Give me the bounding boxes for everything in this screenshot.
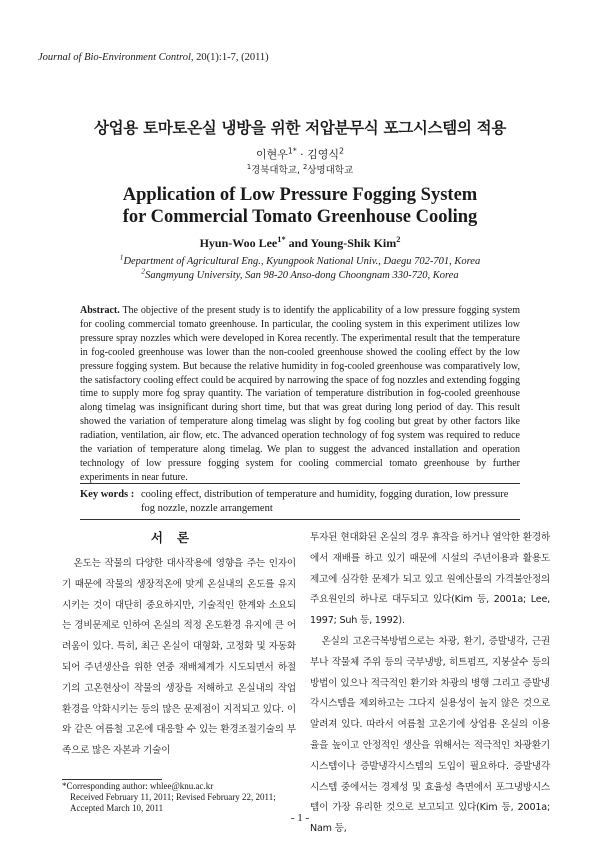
english-affil-line-1 xyxy=(0,252,600,269)
korean-author-separator: · xyxy=(296,148,308,161)
page-number: - 1 - xyxy=(290,812,310,824)
corresponding-author: *Corresponding author: whlee@knu.ac.kr xyxy=(62,781,214,791)
english-author-1-sup: 1* xyxy=(277,235,286,244)
keywords xyxy=(80,488,520,516)
abstract-text: The objective of the present study is to identify the applicability of a low pressure fogging system for cooling commercial tomato greenhouse. In particular, the cooling system in this experiment utilizes low pressure spray nozzles which were developed in Korea recently. The experimental result that the temperature in fog-cooled greenhouse was lower than the non-cooled greenhouse showed the cooling effect by the low pressure fogging system. But because the relative humidity in fog-cooled greenhouse was comparatively low, the satisfactory cooling effect could be acquired by narrowing the space of fog nozzles and extending fogging time to supply more fog spray quantity. The variation of temperature distribution in fog-cooled greenhouse along timelag was insignificant during short time, but that was great during long period of day. This result showed the variation of temperature along timelag was slight by fog cooling but great by other factors like radiation, ventilation, air flow, etc. The advanced operation technology of fog system was required to reduce the variation of temperature along timelag. We plan to suggest the advanced installation and operation technology of low pressure fogging system for cooling commercial tomato greenhouse by further experiments in near future. xyxy=(80,305,520,483)
journal-name: Journal of Bio-Environment Control, xyxy=(38,52,194,63)
footnote-rule xyxy=(62,779,162,780)
korean-author-1: 이현우 xyxy=(256,148,288,161)
english-affiliations xyxy=(0,252,600,283)
korean-title: 상업용 토마토온실 냉방을 위한 저압분무식 포그시스템의 적용 xyxy=(93,119,507,137)
english-authors xyxy=(0,236,600,251)
intro-paragraph-1-continued: 투자된 현대화된 온실의 경우 휴작을 하거나 열악한 환경하에서 재배를 하고 있기 때문에 시설의 주년이용과 활용도 제고에 심각한 문제가 되고 있고 원예산물의 가격불안정의 주요원인의 하나로 대두되고 있다(Kim 등, 2001a; Lee, 1997; Suh 등, 1992). xyxy=(310,532,550,627)
korean-author-2-sup: 2 xyxy=(339,146,344,156)
korean-affiliations xyxy=(0,162,600,176)
english-author-2-sup: 2 xyxy=(396,235,401,244)
english-affil-2: Sangmyung University, San 98-20 Anso-dong Choongnam 330-720, Korea xyxy=(145,270,459,281)
korean-affil-2-sup: 2 xyxy=(303,162,308,171)
keywords-label: Key words : xyxy=(80,489,135,500)
abstract xyxy=(80,304,520,485)
journal-volume: 20(1):1-7, (2011) xyxy=(196,52,269,63)
journal-citation xyxy=(38,52,269,63)
english-affil-2-sup: 2 xyxy=(141,266,146,276)
intro-paragraph-2: 온실의 고온극복방법으로는 차광, 환기, 증발냉각, 근권부나 작물체 주위 등의 국부냉방, 히트펌프, 지붕살수 등의 방법이 있으나 적극적인 환기와 차광의 병행 그리고 증발냉각시스템을 제외하고는 그다지 실용성이 높지 않은 것으로 알려져 있다. 따라서 여름철 고온기에 상업용 온실의 이용율을 높이고 안정적인 생산을 위해서는 적극적인 차광환기시스템이나 증발냉각시스템의 도입이 필요하다. 증발냉각시스템 중에서는 경제성 및 효율성 측면에서 포그냉방시스템이 가장 유리한 것으로 보고되고 있다(Kim 등, 2001a; Nam 등, xyxy=(310,635,550,835)
korean-affil-1: 경북대학교, xyxy=(251,165,304,176)
korean-affil-1-sup: 1 xyxy=(246,162,252,171)
english-title xyxy=(0,184,600,228)
body-column-right xyxy=(310,528,550,840)
section-heading-introduction: 서론 xyxy=(150,530,204,545)
korean-author-1-sup: 1* xyxy=(287,146,297,156)
footnote xyxy=(62,781,302,814)
english-affil-1: Department of Agricultural Eng., Kyungpook National Univ., Daegu 702-701, Korea xyxy=(123,256,481,267)
english-affil-1-sup: 1 xyxy=(119,252,124,262)
english-title-line-1: Application of Low Pressure Fogging System xyxy=(122,185,478,205)
intro-paragraph-1: 온도는 작물의 다양한 대사작용에 영향을 주는 인자이기 때문에 작물의 생장적온에 맞게 온실내의 온도를 유지시키는 것이 대단히 중요하지만, 기술적인 한계와 소요되는 경비문제로 인하여 온실의 적정 온도환경 유지에 큰 어려움이 있다. 특히, 최근 온실이 대형화, 고정화 및 자동화되어 주년생산을 위한 연중 재배체계가 시도되면서 하절기의 고온현상이 작물의 생장을 저해하고 온실내의 작업환경을 악화시키는 등의 많은 문제점이 지적되고 있다. 이와 같은 여름철 고온에 대응할 수 있는 환경조절기술의 부족으로 많은 자본과 기술이 xyxy=(62,558,296,757)
english-author-2: Young-Shik Kim xyxy=(310,236,397,250)
keywords-bottom-rule xyxy=(80,519,520,520)
korean-authors xyxy=(0,146,600,162)
english-author-and: and xyxy=(285,236,311,250)
body-column-left xyxy=(62,554,296,762)
keywords-text: cooling effect, distribution of temperature and humidity, fogging duration, low pressure fog nozzle, nozzle arrangement xyxy=(141,489,509,514)
received-dates: Received February 11, 2011; Revised February 22, 2011; xyxy=(70,792,276,802)
korean-author-2: 김영식 xyxy=(307,148,340,161)
english-author-1: Hyun-Woo Lee xyxy=(199,236,278,250)
keywords-top-rule xyxy=(80,483,520,484)
korean-affil-2: 상명대학교 xyxy=(307,165,354,176)
english-title-line-2: for Commercial Tomato Greenhouse Cooling xyxy=(122,207,478,227)
accepted-date: Accepted March 10, 2011 xyxy=(70,803,164,813)
english-affil-line-2 xyxy=(0,266,600,283)
abstract-label: Abstract. xyxy=(80,305,120,316)
